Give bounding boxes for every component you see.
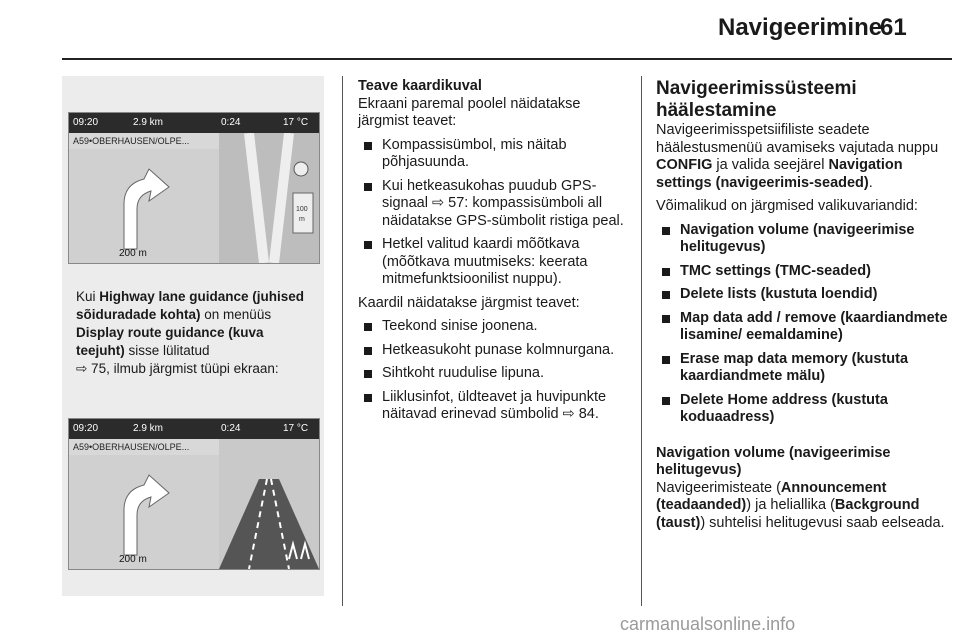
option-item: Navigation volume (navigeerimise helitugevus) xyxy=(656,222,948,257)
list-item: Kompassisümbol, mis näitab põhjasuunda. xyxy=(358,137,633,172)
list-item: Sihtkoht ruudulise lipuna. xyxy=(358,365,633,383)
paragraph: Kaardil näidatakse järgmist teavet: xyxy=(358,294,580,311)
config-button-label: CONFIG xyxy=(656,157,713,173)
remaining-distance: 2.9 km xyxy=(133,423,164,434)
caption-text: Kui xyxy=(76,289,100,304)
option-item: Delete lists (kustuta loendid) xyxy=(656,286,948,304)
map-scale-unit: m xyxy=(299,216,305,223)
map-scale xyxy=(293,193,313,233)
menu-item-label: Navigation settings (navigeerimis-seaded) xyxy=(656,157,903,191)
turn-arrow-icon xyxy=(69,455,219,569)
column-divider-1 xyxy=(342,76,343,606)
page-number: 61 xyxy=(880,14,907,41)
text: Navigeerimisteate ( xyxy=(656,479,781,496)
nav-status-bar xyxy=(69,419,319,439)
maneuver-area xyxy=(69,455,219,569)
option-item: Erase map data memory (kustuta kaardiandmete mälu) xyxy=(656,351,948,386)
option-label: Announcement (teadaanded) xyxy=(656,479,887,513)
text: ) ja heliallika ( xyxy=(746,497,835,513)
nav-status-bar xyxy=(69,113,319,133)
list-item: Hetkeasukoht punase kolmnurgana. xyxy=(358,342,633,360)
eta: 0:24 xyxy=(221,117,241,128)
header-rule xyxy=(62,58,952,60)
maneuver-distance: 200 m xyxy=(119,248,147,259)
temperature: 17 °C xyxy=(283,117,309,128)
list-item: Teekond sinise joonena. xyxy=(358,318,633,336)
paragraph: Ekraani paremal poolel näidatakse järgmist teavet: xyxy=(358,95,581,129)
caption-text: sisse lülitatud xyxy=(124,343,210,358)
option-label: Background (taust) xyxy=(656,497,920,531)
list-item: Kui hetkeasukohas puudub GPS-signaal ⇨ 57: kompassisümboli all näidatakse GPS-sümbolit ristiga peal. xyxy=(358,178,633,231)
route-name-bar xyxy=(69,439,219,455)
text: . xyxy=(868,174,873,191)
option-item: Map data add / remove (kaardiandmete lisamine/ eemaldamine) xyxy=(656,310,948,345)
nav-screen-2 xyxy=(68,418,320,570)
text: ja valida seejärel xyxy=(712,157,829,173)
caption-text: on menüüs xyxy=(200,307,272,322)
maneuver-area xyxy=(69,149,219,263)
remaining-distance: 2.9 km xyxy=(133,117,164,128)
page-header-title: Navigeerimine xyxy=(718,14,883,41)
map-scale-value: 100 xyxy=(296,206,308,213)
settings-section xyxy=(656,78,948,532)
column-divider-2 xyxy=(641,76,642,606)
caption-reference: ⇨ 75, ilmub järgmist tüüpi ekraan: xyxy=(76,361,279,376)
map-view xyxy=(219,133,319,263)
turn-arrow-icon xyxy=(69,149,219,263)
caption-bold-1: Highway lane guidance (juhised sõiduradade kohta) xyxy=(76,289,305,322)
paragraph: Võimalikud on järgmised valikuvariandid: xyxy=(656,198,918,214)
text: Navigeerimisspetsiifiliste seadete häälestusmenüü avamiseks vajutada nuppu xyxy=(656,122,939,156)
section-heading: Navigeerimissüsteemi häälestamine xyxy=(656,78,857,121)
paragraph xyxy=(656,480,948,533)
eta: 0:24 xyxy=(221,423,241,434)
section-heading: Teave kaardikuval xyxy=(358,78,482,94)
illustration-caption xyxy=(76,288,316,378)
lane-guidance-view xyxy=(219,439,319,569)
temperature: 17 °C xyxy=(283,423,309,434)
watermark: carmanualsonline.info xyxy=(620,614,796,634)
caption-bold-2: Display route guidance (kuva teejuht) xyxy=(76,325,264,358)
list-item: Liiklusinfot, üldteavet ja huvipunkte näitavad erinevad sümbolid ⇨ 84. xyxy=(358,389,633,424)
maneuver-distance: 200 m xyxy=(119,554,147,565)
paragraph xyxy=(656,122,948,192)
route-name: A59•OBERHAUSEN/OLPE... xyxy=(73,442,190,452)
list-item: Hetkel valitud kaardi mõõtkava (mõõtkava muutmiseks: keerata mitmefunktsioonilist nuppu). xyxy=(358,236,633,289)
subsection-heading: Navigation volume (navigeerimise helitugevus) xyxy=(656,444,891,478)
route-name-bar xyxy=(69,133,219,149)
clock: 09:20 xyxy=(73,423,99,434)
clock: 09:20 xyxy=(73,117,99,128)
compass-icon xyxy=(294,162,308,176)
text: ) suhtelisi helitugevusi saab eelseada. xyxy=(700,514,945,531)
illustration-panel xyxy=(62,76,324,596)
nav-screen-1 xyxy=(68,112,320,264)
option-item: TMC settings (TMC-seaded) xyxy=(656,263,948,281)
option-item: Delete Home address (kustuta koduaadress) xyxy=(656,392,948,427)
map-info-section xyxy=(358,78,633,424)
route-name: A59•OBERHAUSEN/OLPE... xyxy=(73,136,190,146)
